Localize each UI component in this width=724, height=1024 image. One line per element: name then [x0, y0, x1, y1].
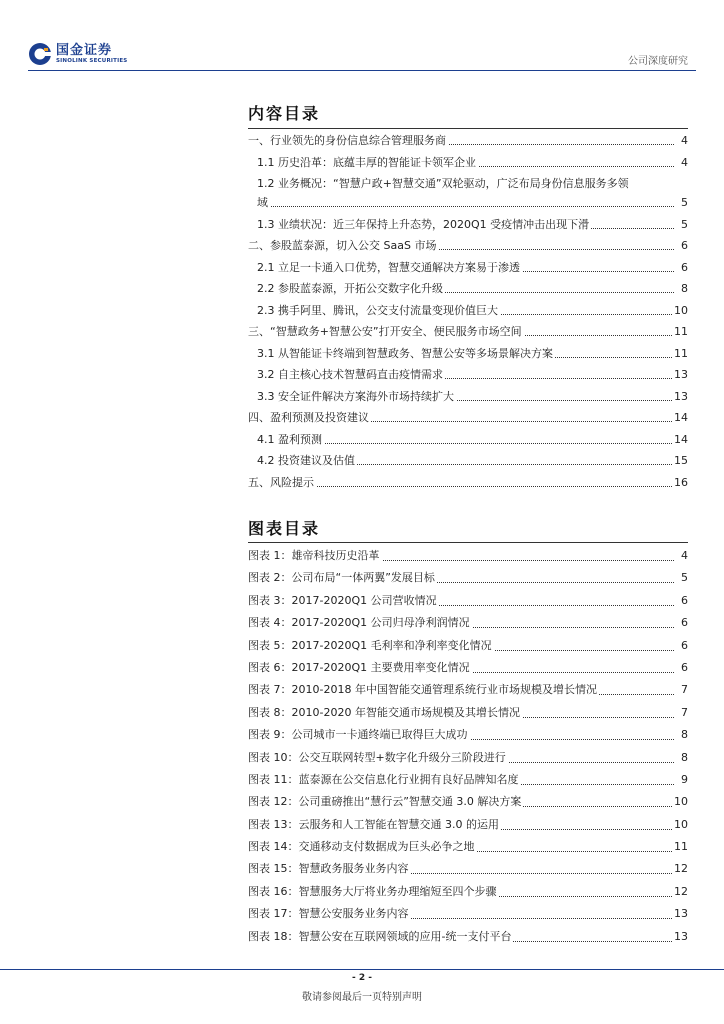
- footer-divider: [0, 969, 724, 970]
- toc-entry[interactable]: 2.1 立足一卡通入口优势，智慧交通解决方案易于渗透 6: [248, 257, 688, 279]
- toc-entry[interactable]: 二、参股蓝泰源，切入公交 SaaS 市场 6: [248, 235, 688, 257]
- list-of-figures: [248, 545, 688, 948]
- toc-entry[interactable]: 3.2 自主核心技术智慧码直击疫情需求 13: [248, 364, 688, 386]
- figure-entry[interactable]: 图表 1：雄帝科技历史沿革 4: [248, 545, 688, 567]
- toc-title-rule: [248, 128, 688, 129]
- report-type-label: 公司深度研究: [628, 56, 688, 67]
- figure-entry[interactable]: 图表 11：蓝泰源在公交信息化行业拥有良好品牌知名度 9: [248, 769, 688, 791]
- toc-entry[interactable]: 4.1 盈利预测 14: [248, 429, 688, 451]
- figure-entry[interactable]: 图表 6：2017-2020Q1 主要费用率变化情况 6: [248, 657, 688, 679]
- toc-title: 内容目录: [248, 104, 321, 123]
- toc-entry[interactable]: 三、“智慧政务+智慧公安”打开安全、便民服务市场空间 11: [248, 321, 688, 343]
- figure-entry[interactable]: 图表 10：公交互联网转型+数字化升级分三阶段进行 8: [248, 747, 688, 769]
- toc-entry[interactable]: 4.2 投资建议及估值 15: [248, 450, 688, 472]
- logo-chinese-name: 国金证券: [56, 42, 113, 58]
- figure-entry[interactable]: 图表 2：公司布局“一体两翼”发展目标 5: [248, 567, 688, 589]
- toc-entry[interactable]: 2.2 参股蓝泰源，开拓公交数字化升级 8: [248, 278, 688, 300]
- figure-entry[interactable]: 图表 18：智慧公安在互联网领域的应用-统一支付平台 13: [248, 926, 688, 948]
- company-logo: [28, 40, 127, 68]
- footer-disclaimer: 敬请参阅最后一页特别声明: [302, 992, 422, 1003]
- table-of-contents: [248, 130, 688, 493]
- toc-entry[interactable]: 五、风险提示 16: [248, 472, 688, 494]
- toc-entry[interactable]: 2.3 携手阿里、腾讯，公交支付流量变现价值巨大 10: [248, 300, 688, 322]
- toc-entry-continued[interactable]: 域 5: [248, 192, 688, 214]
- toc-entry[interactable]: 1.2 业务概况：“智慧户政+智慧交通”双轮驱动，广泛布局身份信息服务多领: [257, 177, 629, 190]
- figure-entry[interactable]: 图表 8：2010-2020 年智能交通市场规模及其增长情况 7: [248, 702, 688, 724]
- sinolink-logo-icon: [28, 42, 52, 66]
- toc-entry[interactable]: 1.3 业绩状况：近三年保持上升态势，2020Q1 受疫情冲击出现下滑 5: [248, 214, 688, 236]
- figure-entry[interactable]: 图表 15：智慧政务服务业务内容 12: [248, 858, 688, 880]
- toc-entry[interactable]: 一、行业领先的身份信息综合管理服务商 4: [248, 130, 688, 152]
- toc-entry[interactable]: 3.1 从智能证卡终端到智慧政务、智慧公安等多场景解决方案 11: [248, 343, 688, 365]
- toc-entry[interactable]: 1.1 历史沿革：底蕴丰厚的智能证卡领军企业 4: [248, 152, 688, 174]
- lof-title: 图表目录: [248, 519, 321, 538]
- figure-entry[interactable]: 图表 7：2010-2018 年中国智能交通管理系统行业市场规模及增长情况 7: [248, 679, 688, 701]
- toc-entry[interactable]: 3.3 安全证件解决方案海外市场持续扩大 13: [248, 386, 688, 408]
- figure-entry[interactable]: 图表 9：公司城市一卡通终端已取得巨大成功 8: [248, 724, 688, 746]
- page-header: [0, 0, 724, 72]
- lof-title-rule: [248, 542, 688, 543]
- figure-entry[interactable]: 图表 3：2017-2020Q1 公司营收情况 6: [248, 590, 688, 612]
- header-divider: [28, 70, 696, 71]
- figure-entry[interactable]: 图表 12：公司重磅推出“慧行云”智慧交通 3.0 解决方案 10: [248, 791, 688, 813]
- figure-entry[interactable]: 图表 5：2017-2020Q1 毛利率和净利率变化情况 6: [248, 635, 688, 657]
- toc-entry[interactable]: 四、盈利预测及投资建议 14: [248, 407, 688, 429]
- figure-entry[interactable]: 图表 14：交通移动支付数据成为巨头必争之地 11: [248, 836, 688, 858]
- logo-english-name: SINOLINK SECURITIES: [56, 57, 128, 64]
- page-number: - 2 -: [352, 973, 372, 983]
- figure-entry[interactable]: 图表 4：2017-2020Q1 公司归母净利润情况 6: [248, 612, 688, 634]
- figure-entry[interactable]: 图表 13：云服务和人工智能在智慧交通 3.0 的运用 10: [248, 814, 688, 836]
- figure-entry[interactable]: 图表 16：智慧服务大厅将业务办理缩短至四个步骤 12: [248, 881, 688, 903]
- figure-entry[interactable]: 图表 17：智慧公安服务业务内容 13: [248, 903, 688, 925]
